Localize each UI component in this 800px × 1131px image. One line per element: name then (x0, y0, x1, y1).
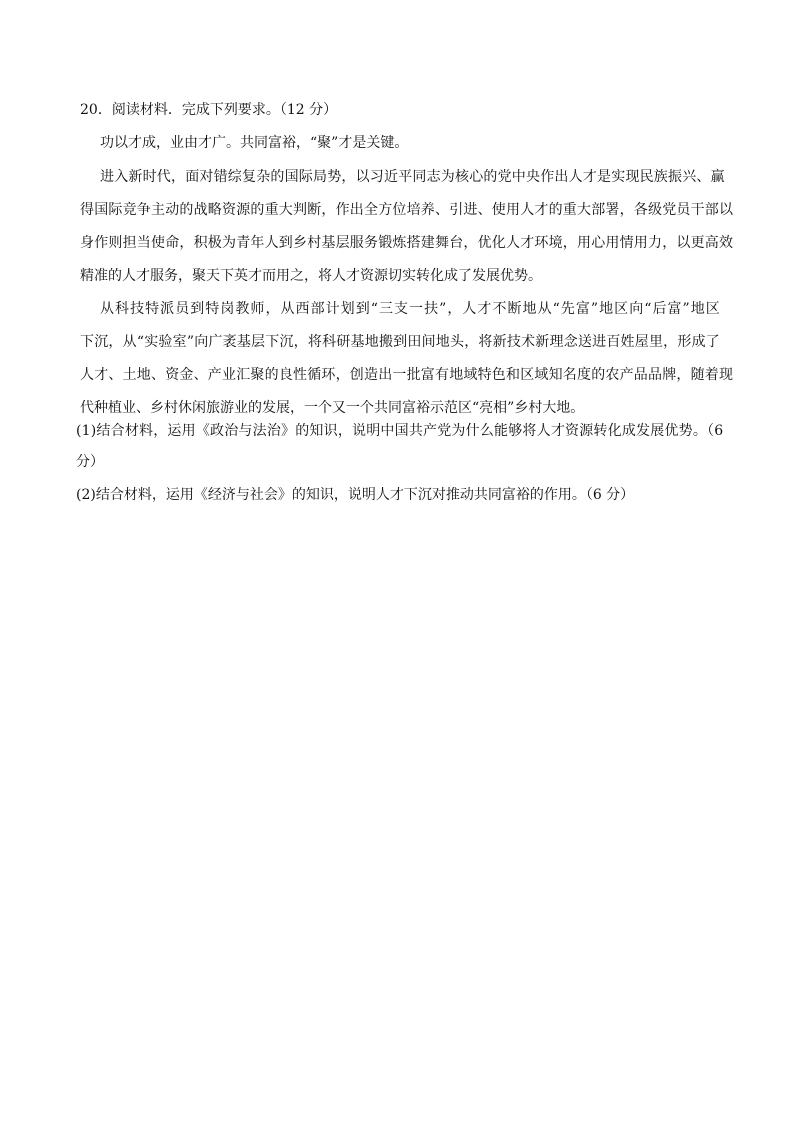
paragraph-line: 代种植业、乡村休闲旅游业的发展，一个又一个共同富裕示范区“亮相”乡村大地。 (80, 400, 585, 416)
paragraph-line: 从科技特派员到特岗教师，从西部计划到“三支一扶”，人才不断地从“先富”地区向“后富”地区 (100, 301, 720, 317)
paragraph-line: 进入新时代，面对错综复杂的国际局势，以习近平同志为核心的党中央作出人才是实现民族振兴、赢 (100, 169, 725, 185)
sub-question-text: (2)结合材料，运用《经济与社会》的知识，说明人才下沉对推动共同富裕的作用。（6 分） (76, 487, 635, 503)
paragraph-line: 人才、土地、资金、产业汇聚的良性循环，创造出一批富有地域特色和区域知名度的农产品品牌，随着现 (80, 367, 734, 383)
paragraph-line: 精准的人才服务，聚天下英才而用之，将人才资源切实转化成了发展优势。 (80, 268, 542, 284)
paragraph-line: 得国际竞争主动的战略资源的重大判断，作出全方位培养、引进、使用人才的重大部署，各级党员干部以 (80, 202, 734, 218)
question-title: 20．阅读材料．完成下列要求。（12 分） (80, 102, 338, 118)
sub-question-text: 分） (76, 454, 104, 470)
paragraph-line: 下沉，从“实验室”向广袤基层下沉，将科研基地搬到田间地头，将新技术新理念送进百姓屋里，形成了 (80, 334, 720, 350)
material-intro: 功以才成，业由才广。共同富裕，“聚”才是关键。 (100, 135, 409, 151)
sub-question-text: (1)结合材料，运用《政治与法治》的知识，说明中国共产党为什么能够将人才资源转化成发展优势。（6 (76, 423, 724, 439)
paragraph-line: 身作则担当使命，积极为青年人到乡村基层服务锻炼搭建舞台，优化人才环境，用心用情用力，以更高效 (80, 235, 734, 251)
